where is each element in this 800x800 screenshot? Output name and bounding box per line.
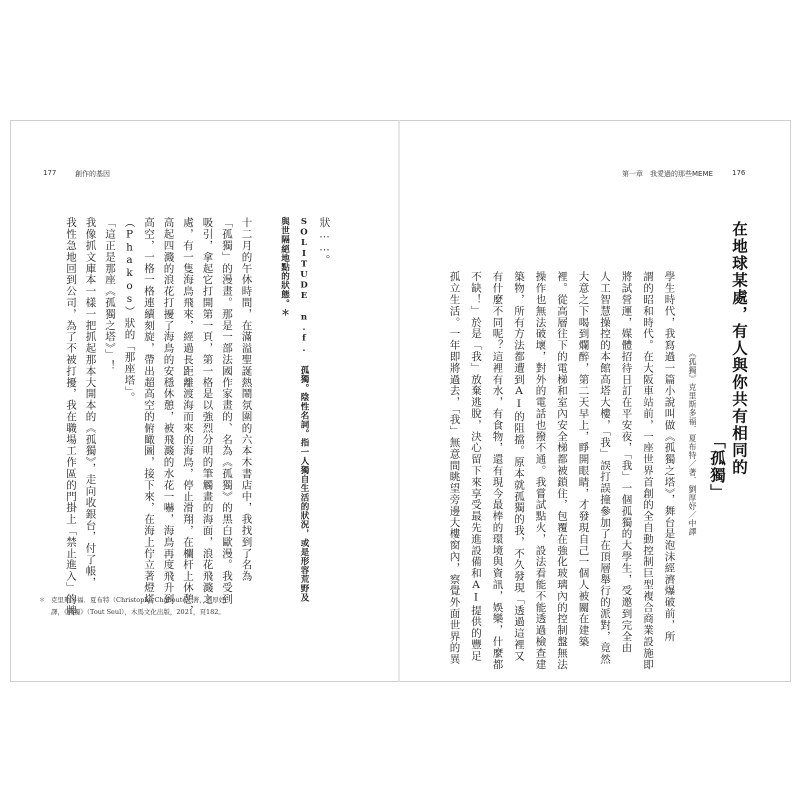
left-columns-column: 吸引，拿起它打開第一頁，第一格是以強烈分明的筆觸畫的海面，浪花飛濺之 xyxy=(201,217,214,605)
chapter-title-line-1: 在地球某處，有人與你共有相同的 xyxy=(730,221,748,476)
left-columns-column: （Phakos）狀的「那座塔」。 xyxy=(123,217,136,404)
left-columns-column: 高空，一格一格連續刻旋，帶出超高空的俯瞰圖，接下來，在海上佇立著燈塔 xyxy=(143,217,155,605)
left-columns-column: SOLITUDE n.f. 孤獨。陰性名詞。指一人獨自生活的狀況，或是形容荒野及 xyxy=(299,217,309,602)
left-running-title: 創作的基因 xyxy=(75,170,110,178)
right-columns-column: 大意之下喝到爛醉，第二天早上，睜開眼睛，才發現自己一個人被關在建築 xyxy=(577,271,590,648)
footnote-line-2: 譯，《孤獨》（Tout Seul），木馬文化出版，2021，頁182。 xyxy=(51,608,225,616)
left-columns-column: 「孤獨」的漫畫。那是一部法國作家畫的、名為《孤獨》的黑白歐漫。我受到 xyxy=(221,217,233,605)
right-columns-column: 操作也無法破壞，對外的電話也撥不通。我嘗試點火，設法看能不能透過檢查建 xyxy=(534,271,547,670)
left-page-number: 177 xyxy=(43,169,57,177)
right-page xyxy=(399,120,791,682)
book-credit: 《孤獨》克里斯多福．夏布特／著．劉厚妤／中譯 xyxy=(688,349,697,536)
footnote-line-1: 克里斯多福．夏布特（Christophe Chabouté）著，劉厚妤 xyxy=(51,596,226,604)
chapter-title-line-2: 「孤獨」 xyxy=(708,433,726,501)
right-columns-column: 人工智慧操控的本館高塔大樓，「我」誤打誤撞參加了在頂層舉行的派對，竟然 xyxy=(599,271,611,665)
right-running-title: 我愛過的那些MEME xyxy=(650,170,713,178)
left-columns-column: 與世隔絕地點的狀態。＊ xyxy=(279,217,290,318)
right-columns-column: 將試營運，媒體招待日訂在平安夜，「我」一個孤獨的大學生，受邀到完全由 xyxy=(620,271,633,654)
right-columns-column: 築物，所有方法都遭到AI的阻擋。原本就孤獨的我，不久發現「透過這裡又 xyxy=(513,271,525,662)
footnote-marker: ＊ xyxy=(39,597,46,604)
right-chapter: 第一章 xyxy=(622,170,643,178)
right-columns-column: 謂的昭和時代。在大阪車站前，一座世界首創的全自動控制巨型複合商業設施即 xyxy=(642,271,654,670)
right-columns-column: 裡。從高層往下的電梯和室內安全梯都被鎖住，包覆在強化玻璃內的控制盤無法 xyxy=(556,271,568,670)
left-columns-column: 我性急地回到公司，為了不被打擾，我在職場工作區的門掛上「禁止進入」的牌 xyxy=(65,217,77,616)
right-columns-column: 學生時代，我寫過一篇小說叫做《孤獨之塔》，舞台是泡沫經濟爆破前，所 xyxy=(663,271,676,642)
left-columns-column: 「這正是那座《孤獨之塔》」！ xyxy=(104,217,116,372)
left-columns-column: 處，有一隻海鳥飛來，經過長距離渡海而來的海鳥，停止滑翔，在欄杆上休憩， xyxy=(182,217,194,616)
left-columns-column: 高起四濺的浪花打擾了海鳥的安穩休憩，被飛濺的水花一嚇，海鳥再度飛升到 xyxy=(162,217,175,605)
right-columns-column: 孤立生活。一年即將過去，「我」無意間眺望旁邊大樓窗內，察覺外面世界的異 xyxy=(448,271,461,665)
right-page-number: 176 xyxy=(732,169,746,177)
left-columns-column: 狀……。 xyxy=(318,217,331,266)
left-columns-column: 十二月的午休時間，在滿溢聖誕熱鬧氛圍的六本木書店中，我找到了名為 xyxy=(240,217,253,582)
right-columns-column: 有什麼不同呢？這裡有水，有食物，還有現今最棒的環境與資訊，娛樂，什麼都 xyxy=(491,271,504,670)
right-columns-column: 不缺！」於是「我」放棄逃脫，決心留下來享受最先進設備和AI提供的豐足 xyxy=(470,271,482,662)
left-columns-column: 我像抓文庫本一樣一把抓起那本大開本的《孤獨》，走向收銀台，付了帳， xyxy=(84,217,97,588)
left-page xyxy=(10,120,399,682)
